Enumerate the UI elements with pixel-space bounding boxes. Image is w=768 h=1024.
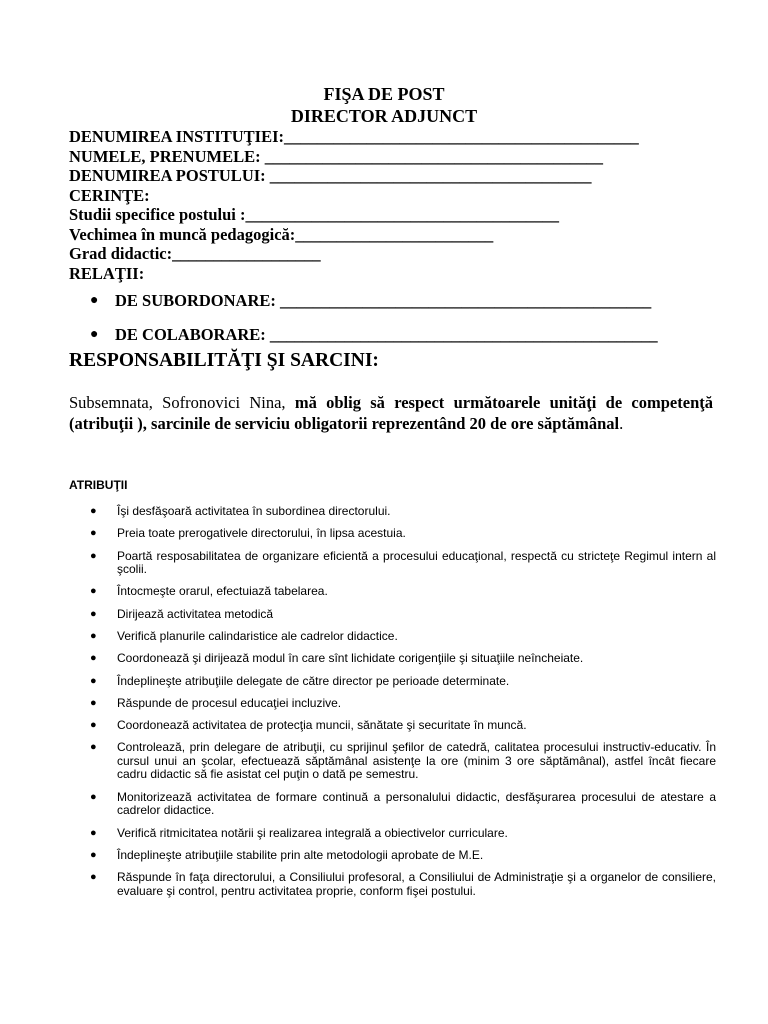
list-item: ● Întocmeşte orarul, efectuiază tabelarea. [90, 584, 328, 599]
document-subtitle: DIRECTOR ADJUNCT [290, 106, 478, 126]
commitment-paragraph: Subsemnata, Sofronovici Nina, mă oblig să respect următoarele unităţi de competenţă (atribuţii ), sarcinile de serviciu obligatorii reprezentând 20 de ore săptămânal. [69, 393, 713, 433]
field-didactic-grade: Grad didactic:__________________ [69, 244, 321, 263]
bullet-icon: ● [90, 696, 97, 709]
list-item: ● Îşi desfăşoară activitatea în subordinea directorului. [90, 504, 391, 518]
list-item: ● Coordonează şi dirijează modul în care sînt lichidate corigenţiile şi situaţiile neîncheiate. [90, 651, 584, 666]
field-requirements: CERINŢE: [69, 185, 150, 205]
list-item: ● Verifică ritmicitatea notării şi realizarea integrală a obiectivelor curriculare. [90, 825, 508, 840]
field-relations: RELAŢII: [69, 263, 145, 283]
bullet-icon: ● [90, 607, 97, 620]
field-studies: Studii specifice postului :______________________________________ [69, 205, 559, 224]
attributions-list [90, 505, 716, 907]
bullet-icon: ● [90, 527, 97, 540]
list-item: ● Îndeplineşte atribuţiile delegate de către director pe perioade determinate. [90, 673, 510, 688]
list-item: ● Răspunde de procesul educaţiei incluzive. [90, 695, 342, 710]
document-title: FIŞA DE POST [323, 84, 445, 104]
list-item: ● Preia toate prerogativele directorului, în lipsa acestuia. [90, 526, 406, 541]
bullet-icon: ● [90, 871, 97, 884]
list-item: ● Îndeplineşte atribuţiile stabilite prin alte metodologii aprobate de M.E. [90, 847, 484, 862]
bullet-icon: ● [90, 848, 97, 861]
bullet-icon: ● [90, 293, 99, 308]
field-name: NUMELE, PRENUMELE: _________________________________________ [69, 146, 603, 166]
bullet-icon: ● [90, 741, 97, 754]
list-item: ● Răspunde în faţa directorului, a Consiliului profesoral, a Consiliului de Administraţie şi a organelor de consiliere, evaluare şi control, pentru activitatea proprie, conform fişei postului. [90, 870, 716, 898]
list-item: ● Coordonează activitatea de protecţia muncii, sănătate şi securitate în muncă. [90, 718, 527, 733]
section-title: RESPONSABILITĂŢI ŞI SARCINI: [69, 350, 379, 371]
field-institution: DENUMIREA INSTITUŢIEI:___________________________________________ [69, 127, 639, 146]
field-seniority: Vechimea în muncă pedagogică:________________________ [69, 224, 494, 244]
list-item: ● Poartă resposabilitatea de organizare eficientă a procesului educaţional, respectă cu stricteţe Regimul intern al şcolii. [90, 548, 716, 577]
list-item: ● Monitorizează activitatea de formare continuă a personalului didactic, desfăşurarea procesului de atestare a cadrelor didactice. [90, 789, 716, 818]
bullet-icon: ● [90, 826, 97, 839]
bullet-icon: ● [90, 629, 97, 642]
relation-collaboration: ● DE COLABORARE: _______________________________________________ [90, 324, 658, 344]
bullet-icon: ● [90, 674, 97, 687]
relation-subordination: ● DE SUBORDONARE: _____________________________________________ [90, 291, 652, 310]
bullet-icon: ● [90, 326, 99, 342]
bullet-icon: ● [90, 719, 97, 732]
form-fields [69, 127, 709, 344]
bullet-icon: ● [90, 505, 97, 517]
attributions-heading: ATRIBUŢII [69, 478, 128, 492]
bullet-icon: ● [90, 549, 97, 562]
list-item: ● Controlează, prin delegare de atribuţii, cu sprijinul şefilor de catedră, calitatea procesului instructiv-educativ. În cursul unui an şcolar, efectuează săptămânal asistenţe la ore (minim 3 ore săptămânal), astfel încât fiecare cadru didactic să fie asistat cel puţin o dată pe semestru. [90, 740, 716, 782]
bullet-icon: ● [90, 652, 97, 665]
list-item: ● Verifică planurile calindaristice ale cadrelor didactice. [90, 628, 398, 643]
bullet-icon: ● [90, 585, 97, 598]
list-item: ● Dirijează activitatea metodică [90, 606, 274, 621]
bullet-icon: ● [90, 790, 97, 803]
field-position: DENUMIREA POSTULUI: _______________________________________ [69, 166, 592, 185]
